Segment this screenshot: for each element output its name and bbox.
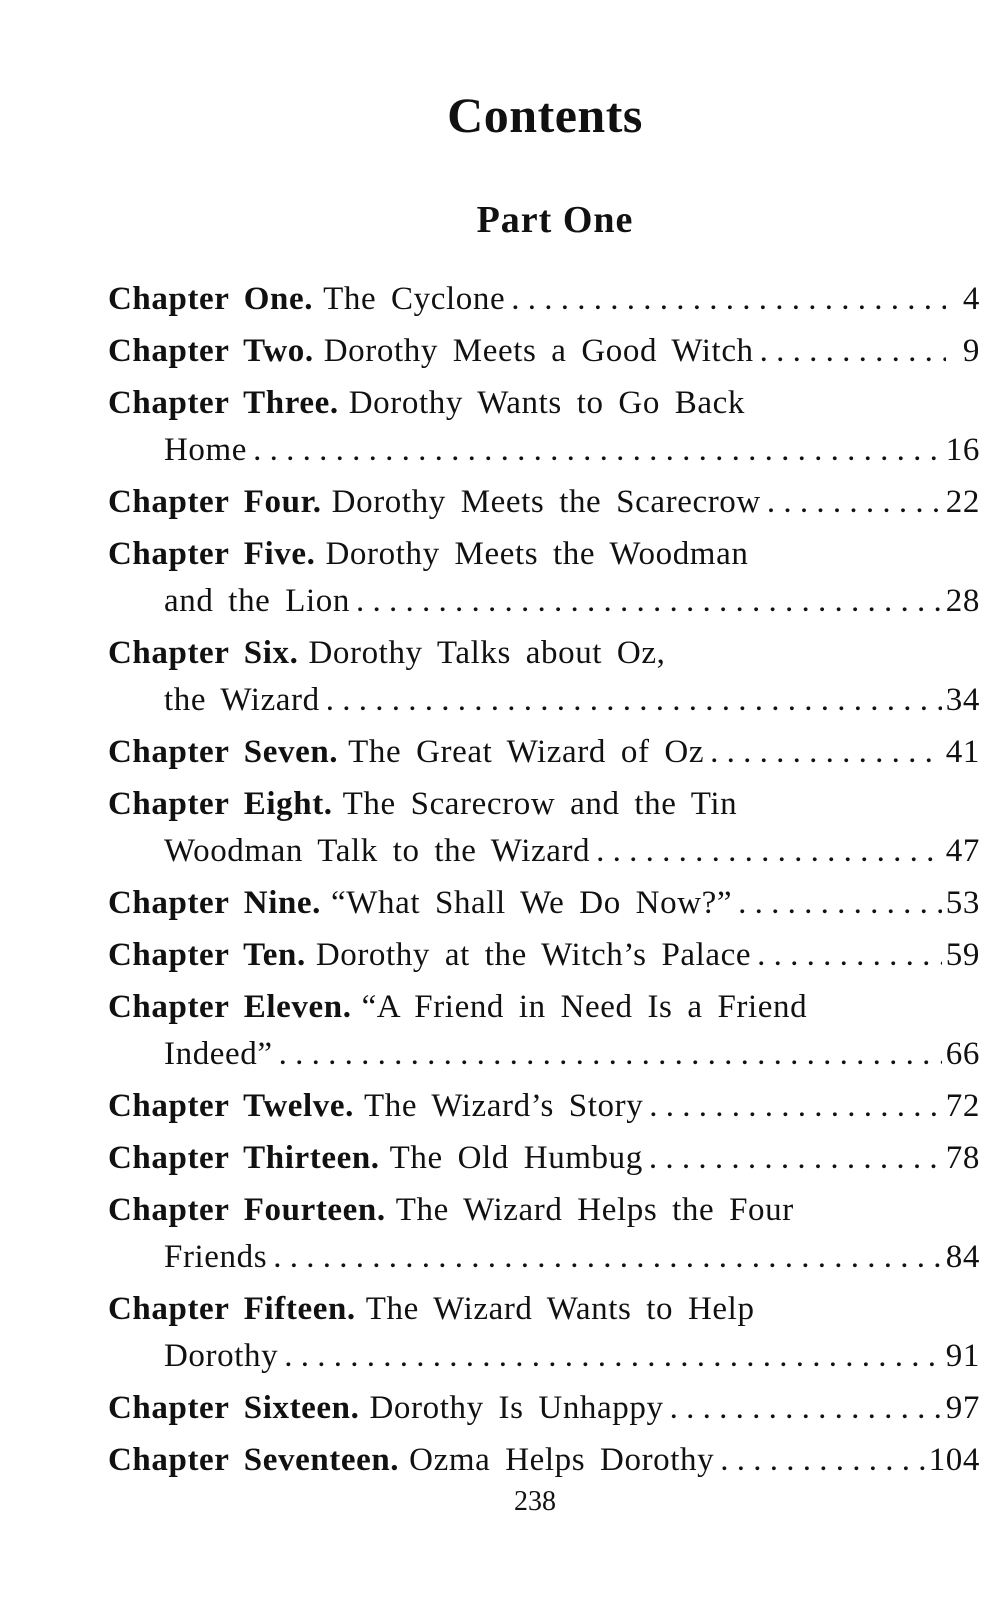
chapter-label: Chapter Seventeen.: [108, 1442, 400, 1478]
dot-leader: [326, 677, 942, 724]
chapter-label: Chapter Five.: [108, 536, 316, 572]
toc-entry-continuation: [108, 828, 980, 875]
toc-entry-continuation: [108, 1031, 980, 1078]
toc-entry-continuation: [108, 1234, 980, 1281]
toc-entry-line: [108, 479, 980, 526]
toc-entry-line: [108, 781, 980, 828]
page-number: 238: [514, 1486, 556, 1517]
chapter-title: Dorothy Talks about Oz,: [308, 635, 666, 671]
toc-entry: [108, 531, 980, 625]
dot-leader: [284, 1333, 942, 1380]
chapter-label: Chapter Eleven.: [108, 989, 352, 1025]
chapter-label: Chapter Three.: [108, 385, 339, 421]
chapter-title-continued: the Wizard: [164, 682, 320, 718]
dot-leader: [757, 932, 942, 979]
chapter-title: Dorothy Is Unhappy: [369, 1390, 664, 1426]
dot-leader: [710, 729, 942, 776]
dot-leader: [596, 828, 942, 875]
chapter-page-number: 91: [945, 1338, 980, 1374]
toc-entry-line: [108, 880, 980, 927]
chapter-title: The Great Wizard of Oz: [348, 734, 705, 770]
chapter-page-number: 72: [945, 1088, 980, 1124]
toc-entry-line: [108, 1083, 980, 1130]
chapter-label: Chapter Eight.: [108, 786, 333, 822]
toc-entry: [108, 328, 980, 375]
chapter-title: Dorothy Meets a Good Witch: [323, 333, 754, 369]
chapter-label: Chapter Fifteen.: [108, 1291, 356, 1327]
toc-entry-continuation: [108, 578, 980, 625]
toc-entry: [108, 880, 980, 927]
chapter-page-number: 78: [945, 1140, 980, 1176]
toc-entry-line: [108, 1385, 980, 1432]
chapter-page-number: 53: [945, 885, 980, 921]
toc-entry-line: [108, 1135, 980, 1182]
dot-leader: [279, 1031, 942, 1078]
chapter-label: Chapter Ten.: [108, 937, 306, 973]
chapter-title: “What Shall We Do Now?”: [331, 885, 733, 921]
chapter-title: Ozma Helps Dorothy: [409, 1442, 715, 1478]
dot-leader: [649, 1083, 942, 1130]
table-of-contents: [108, 276, 980, 1489]
chapter-label: Chapter Six.: [108, 635, 299, 671]
chapter-title: The Wizard Wants to Help: [365, 1291, 755, 1327]
part-heading: Part One: [476, 199, 634, 241]
toc-entry: [108, 932, 980, 979]
toc-entry: [108, 380, 980, 474]
toc-entry-line: [108, 984, 980, 1031]
toc-entry: [108, 984, 980, 1078]
dot-leader: [356, 578, 942, 625]
chapter-page-number: 47: [945, 833, 980, 869]
toc-entry-line: [108, 531, 980, 578]
toc-entry-line: [108, 1437, 980, 1484]
dot-leader: [670, 1385, 942, 1432]
chapter-label: Chapter Four.: [108, 484, 322, 520]
toc-entry: [108, 1083, 980, 1130]
chapter-title: Dorothy at the Witch’s Palace: [315, 937, 752, 973]
dot-leader: [738, 880, 942, 927]
toc-entry-line: [108, 1187, 980, 1234]
chapter-page-number: 84: [945, 1239, 980, 1275]
toc-entry-continuation: [108, 427, 980, 474]
toc-entry: [108, 1187, 980, 1281]
toc-entry: [108, 276, 980, 323]
chapter-label: Chapter Sixteen.: [108, 1390, 360, 1426]
toc-entry-line: [108, 380, 980, 427]
chapter-page-number: 28: [945, 583, 980, 619]
chapter-title-continued: Indeed”: [164, 1036, 273, 1072]
toc-entry: [108, 630, 980, 724]
chapter-label: Chapter Two.: [108, 333, 314, 369]
chapter-title: Dorothy Meets the Woodman: [325, 536, 749, 572]
toc-entry-continuation: [108, 1333, 980, 1380]
toc-entry: [108, 729, 980, 776]
chapter-page-number: 16: [945, 432, 980, 468]
dot-leader: [511, 276, 946, 323]
chapter-page-number: 97: [945, 1390, 980, 1426]
dot-leader: [760, 328, 946, 375]
chapter-label: Chapter One.: [108, 281, 314, 317]
toc-entry-continuation: [108, 677, 980, 724]
chapter-title-continued: Dorothy: [164, 1338, 279, 1374]
toc-entry: [108, 1385, 980, 1432]
chapter-page-number: 66: [945, 1036, 980, 1072]
chapter-title: Dorothy Meets the Scarecrow: [331, 484, 761, 520]
chapter-title: The Wizard Helps the Four: [395, 1192, 794, 1228]
chapter-title-continued: Home: [164, 432, 248, 468]
toc-entry-line: [108, 630, 980, 677]
toc-entry-line: [108, 328, 980, 375]
toc-entry: [108, 1135, 980, 1182]
chapter-title: Dorothy Wants to Go Back: [348, 385, 746, 421]
toc-entry: [108, 781, 980, 875]
toc-entry-line: [108, 276, 980, 323]
chapter-title-continued: and the Lion: [164, 583, 350, 619]
chapter-page-number: 22: [945, 484, 980, 520]
dot-leader: [273, 1234, 942, 1281]
toc-entry: [108, 1286, 980, 1380]
chapter-title-continued: Woodman Talk to the Wizard: [164, 833, 591, 869]
dot-leader: [649, 1135, 942, 1182]
chapter-title: The Scarecrow and the Tin: [342, 786, 738, 822]
chapter-title: “A Friend in Need Is a Friend: [361, 989, 808, 1025]
toc-entry-line: [108, 1286, 980, 1333]
toc-entry-line: [108, 932, 980, 979]
chapter-title: The Cyclone: [323, 281, 506, 317]
chapter-page-number: 59: [945, 937, 980, 973]
chapter-title: The Wizard’s Story: [363, 1088, 644, 1124]
chapter-label: Chapter Seven.: [108, 734, 339, 770]
chapter-page-number: 34: [945, 682, 980, 718]
chapter-label: Chapter Fourteen.: [108, 1192, 386, 1228]
chapter-label: Chapter Nine.: [108, 885, 322, 921]
toc-entry: [108, 479, 980, 526]
chapter-title: The Old Humbug: [389, 1140, 643, 1176]
chapter-label: Chapter Twelve.: [108, 1088, 354, 1124]
chapter-page-number: 9: [962, 333, 980, 369]
toc-entry-line: [108, 729, 980, 776]
dot-leader: [767, 479, 942, 526]
chapter-title-continued: Friends: [164, 1239, 268, 1275]
chapter-page-number: 104: [928, 1442, 980, 1478]
dot-leader: [253, 427, 942, 474]
chapter-page-number: 4: [962, 281, 980, 317]
page-title: Contents: [447, 87, 643, 143]
chapter-page-number: 41: [945, 734, 980, 770]
chapter-label: Chapter Thirteen.: [108, 1140, 380, 1176]
dot-leader: [720, 1437, 924, 1484]
toc-entry: [108, 1437, 980, 1484]
